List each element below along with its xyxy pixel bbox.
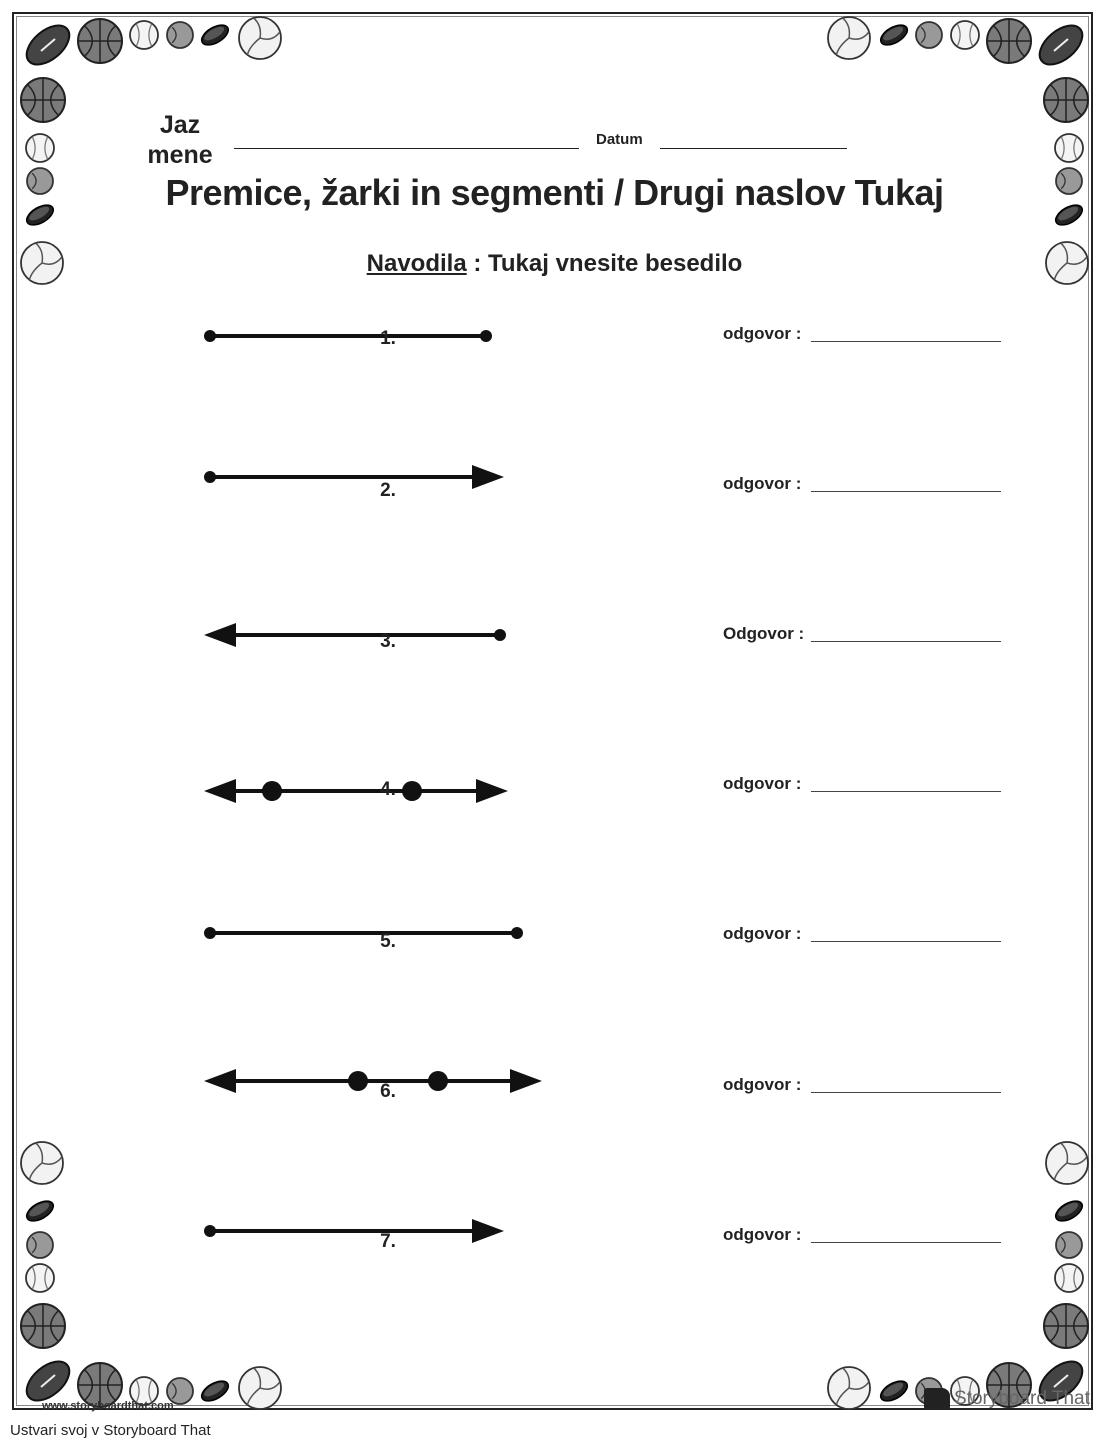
geometry-figures — [14, 14, 1095, 1412]
problem-number-7: 7. — [380, 1231, 396, 1252]
problem-number-6: 6. — [380, 1081, 396, 1102]
answer-label-6: odgovor : — [723, 1075, 802, 1094]
answer-label-5: odgovor : — [723, 924, 802, 943]
footer-link[interactable]: Ustvari svoj v Storyboard That — [10, 1422, 211, 1439]
worksheet — [12, 12, 1093, 1410]
arrowhead-left — [204, 779, 236, 803]
watermark-url: www.storyboardthat.com — [42, 1400, 174, 1412]
watermark-brand — [924, 1388, 1090, 1410]
answer-line-4[interactable] — [811, 791, 1001, 792]
answer-line-1[interactable] — [811, 341, 1001, 342]
arrowhead-right — [510, 1069, 542, 1093]
answer-line-5[interactable] — [811, 941, 1001, 942]
answer-label-7: odgovor : — [723, 1225, 802, 1244]
answer-label-4: odgovor : — [723, 774, 802, 793]
endpoint — [480, 330, 492, 342]
point — [348, 1071, 368, 1091]
figure-2 — [204, 465, 504, 489]
instructions-text: Tukaj vnesite besedilo — [488, 250, 743, 277]
arrowhead-right — [472, 465, 504, 489]
problem-number-2: 2. — [380, 480, 396, 501]
point — [428, 1071, 448, 1091]
answer-label-2: odgovor : — [723, 474, 802, 493]
answer-label-3: Odgovor : — [723, 624, 805, 643]
name-label: Jaz mene — [147, 111, 213, 169]
figure-4 — [204, 779, 508, 803]
storyboard-logo-icon — [924, 1388, 950, 1410]
point — [262, 781, 282, 801]
endpoint — [204, 1225, 216, 1237]
date-label: Datum — [596, 131, 643, 148]
figure-5 — [204, 927, 523, 939]
answer-line-6[interactable] — [811, 1092, 1001, 1093]
instructions-label: Navodila — [366, 250, 467, 277]
problem-number-4: 4. — [380, 779, 396, 800]
arrowhead-left — [204, 623, 236, 647]
arrowhead-right — [476, 779, 508, 803]
page-title: Premice, žarki in segmenti / Drugi naslov Tukaj — [165, 172, 944, 213]
endpoint — [511, 927, 523, 939]
answer-label-1: odgovor : — [723, 324, 802, 343]
arrowhead-left — [204, 1069, 236, 1093]
answer-line-2[interactable] — [811, 491, 1001, 492]
endpoint — [494, 629, 506, 641]
watermark-brand-text: Storyboard That — [954, 1388, 1090, 1409]
answer-line-7[interactable] — [811, 1242, 1001, 1243]
problem-number-3: 3. — [380, 631, 396, 652]
endpoint — [204, 471, 216, 483]
figure-7 — [204, 1219, 504, 1243]
problem-number-1: 1. — [380, 328, 396, 349]
problem-number-5: 5. — [380, 931, 396, 952]
figure-1 — [204, 330, 492, 342]
instructions-separator: : — [466, 250, 489, 277]
endpoint — [204, 927, 216, 939]
answer-line-3[interactable] — [811, 641, 1001, 642]
figure-3 — [204, 623, 506, 647]
endpoint — [204, 330, 216, 342]
arrowhead-right — [472, 1219, 504, 1243]
